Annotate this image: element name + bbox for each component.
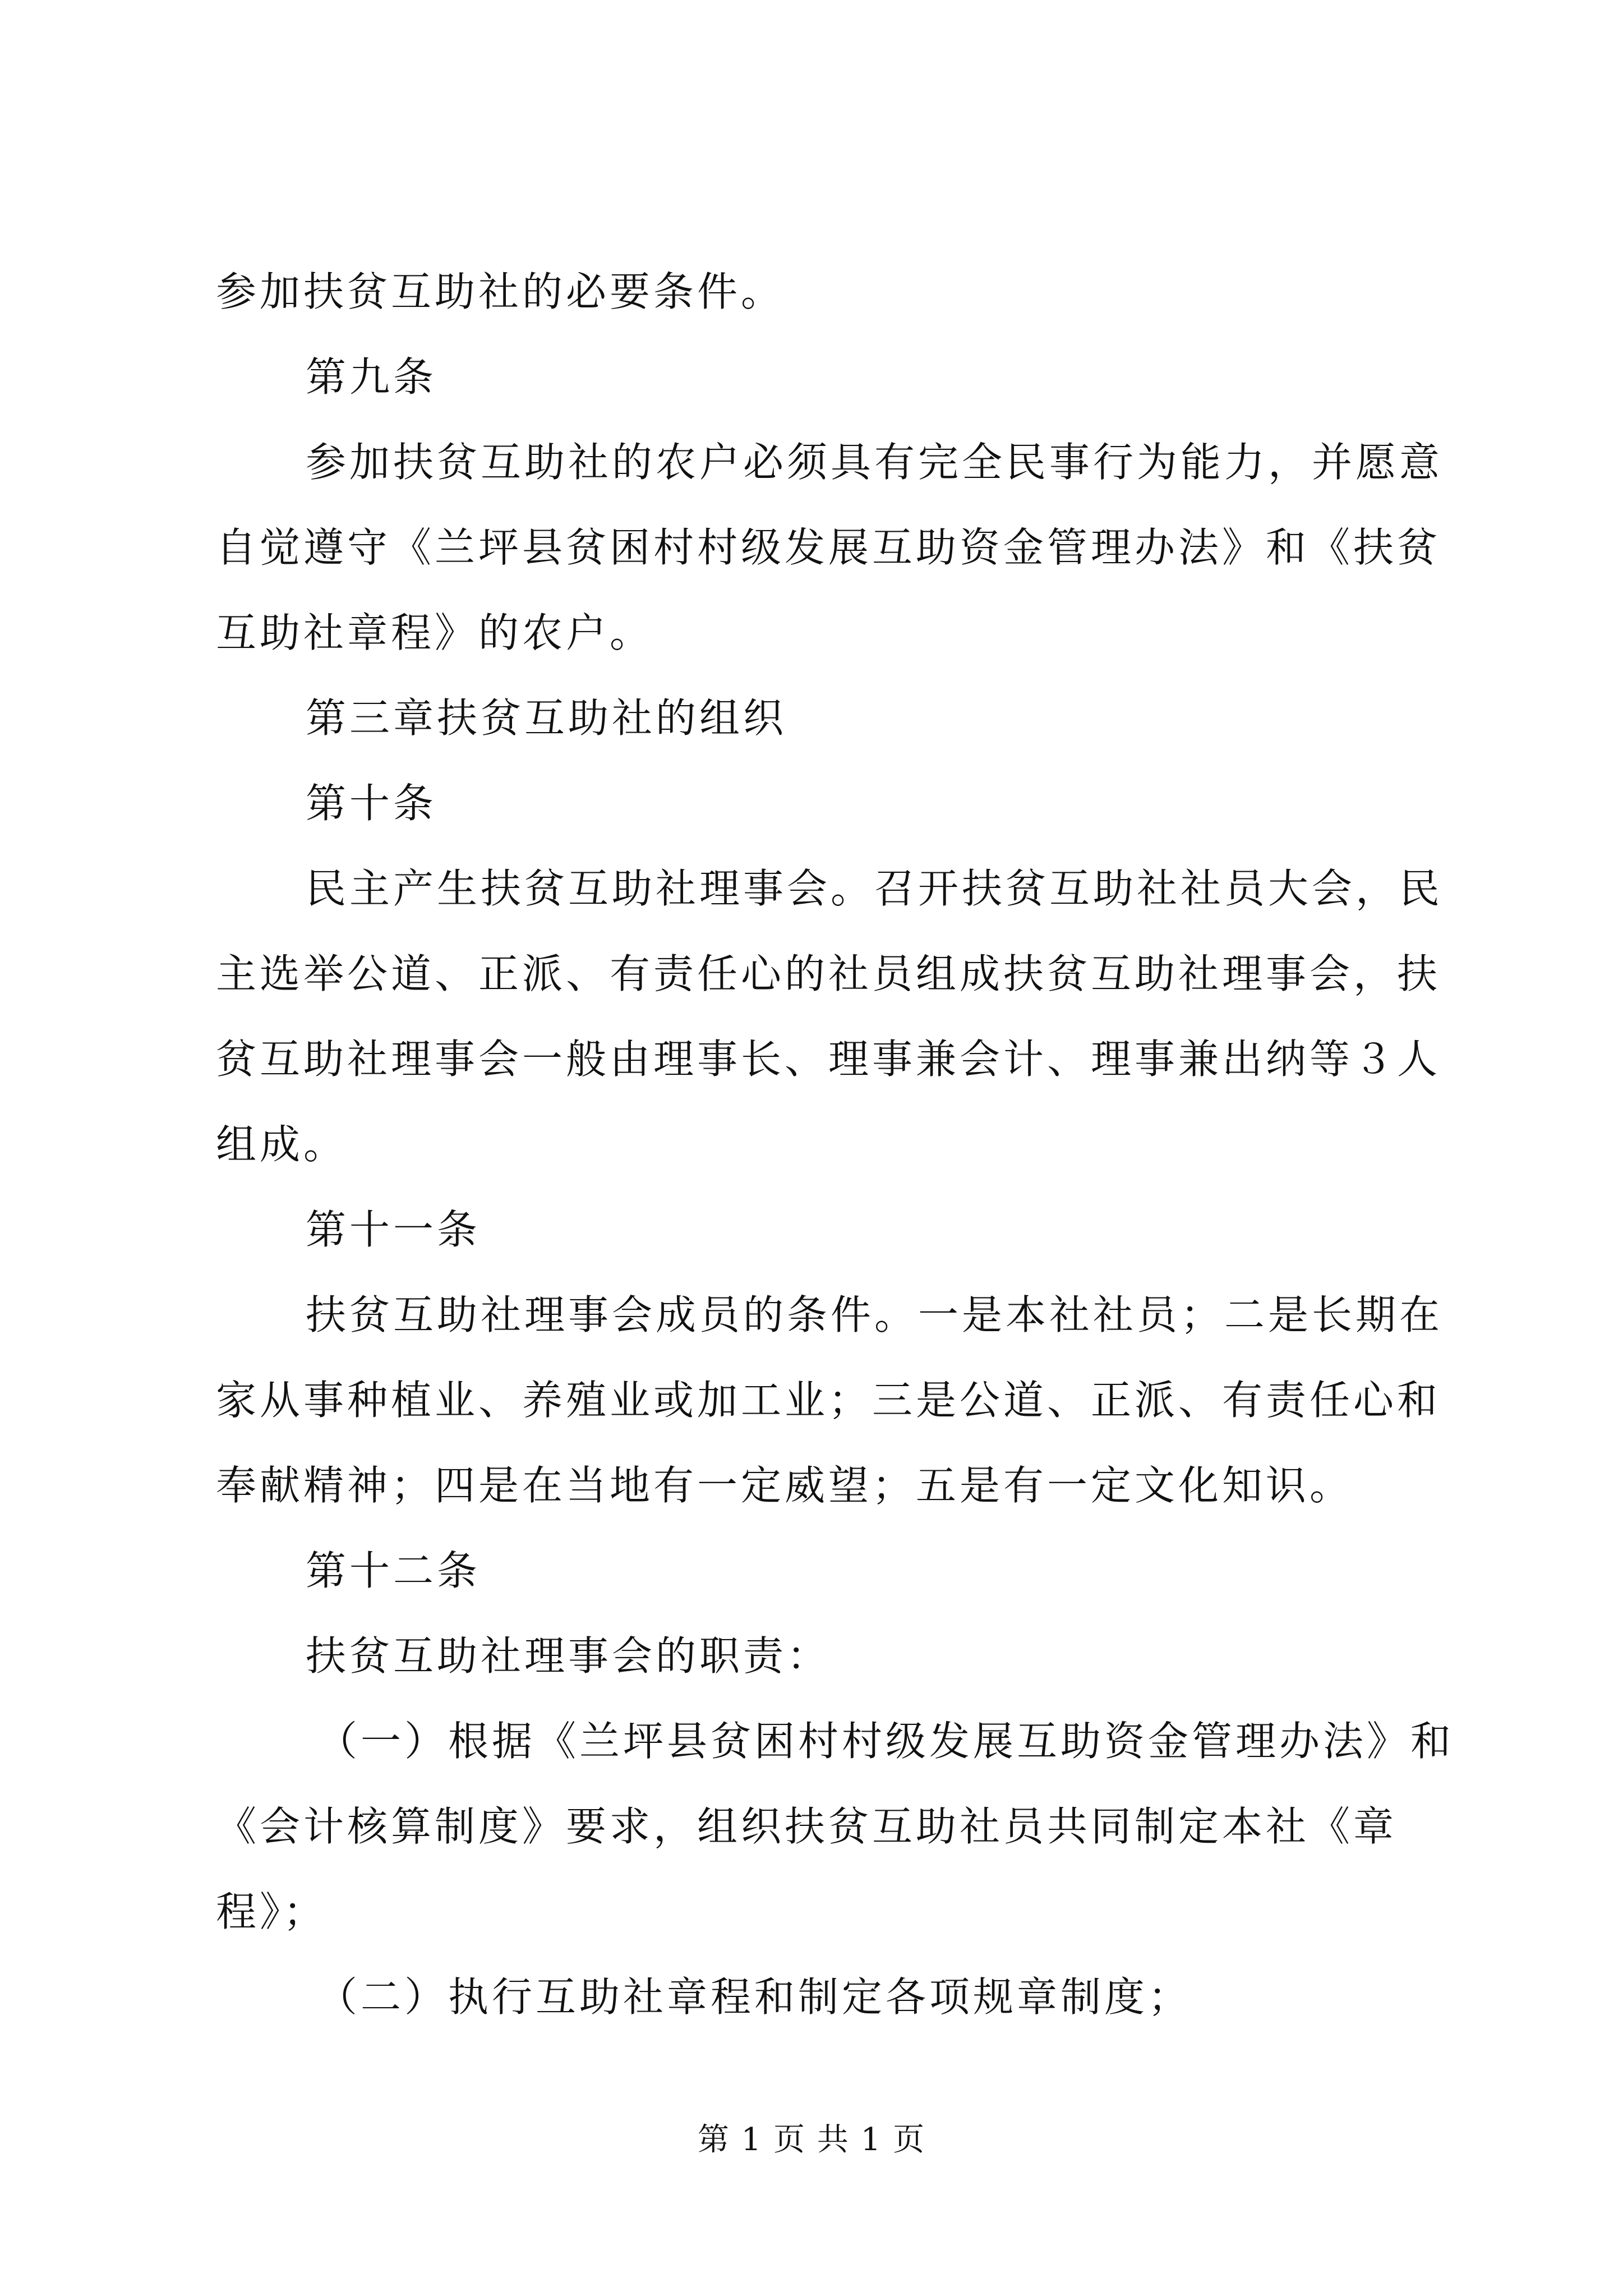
text-line: 扶贫互助社理事会成员的条件。一是本社社员；二是长期在 [306, 1291, 1444, 1338]
text-line: 参加扶贫互助社的农户必须具有完全民事行为能力，并愿意 [306, 439, 1444, 486]
text-line: 组成。 [216, 1121, 348, 1168]
text-line: 第十一条 [306, 1206, 481, 1253]
text-line: 第九条 [306, 353, 437, 401]
text-line: 民主产生扶贫互助社理事会。召开扶贫互助社社员大会，民 [306, 865, 1444, 912]
text-line: 参加扶贫互助社的必要条件。 [216, 268, 785, 315]
text-line: 《会计核算制度》要求，组织扶贫互助社员共同制定本社《章 [216, 1803, 1398, 1850]
text-line: 家从事种植业、养殖业或加工业；三是公道、正派、有责任心和 [216, 1377, 1441, 1424]
text-line: 贫互助社理事会一般由理事长、理事兼会计、理事兼出纳等３人 [216, 1036, 1441, 1083]
text-line: （一）根据《兰坪县贫困村村级发展互助资金管理办法》和 [317, 1718, 1455, 1765]
text-line: 第十二条 [306, 1547, 481, 1594]
text-line: 程》； [216, 1888, 328, 1935]
text-line: 自觉遵守《兰坪县贫困村村级发展互助资金管理办法》和《扶贫 [216, 524, 1441, 571]
text-line: 扶贫互助社理事会的职责： [306, 1632, 831, 1680]
text-line: 互助社章程》的农户。 [216, 609, 654, 656]
text-line: 第十条 [306, 780, 437, 827]
text-line: 主选举公道、正派、有责任心的社员组成扶贫互助社理事会，扶 [216, 950, 1441, 997]
text-line: （二）执行互助社章程和制定各项规章制度； [317, 1973, 1192, 2021]
page-number: 第 1 页 共 1 页 [697, 2122, 926, 2158]
text-line: 奉献精神；四是在当地有一定威望；五是有一定文化知识。 [216, 1462, 1354, 1509]
text-line: 第三章扶贫互助社的组织 [306, 694, 787, 742]
